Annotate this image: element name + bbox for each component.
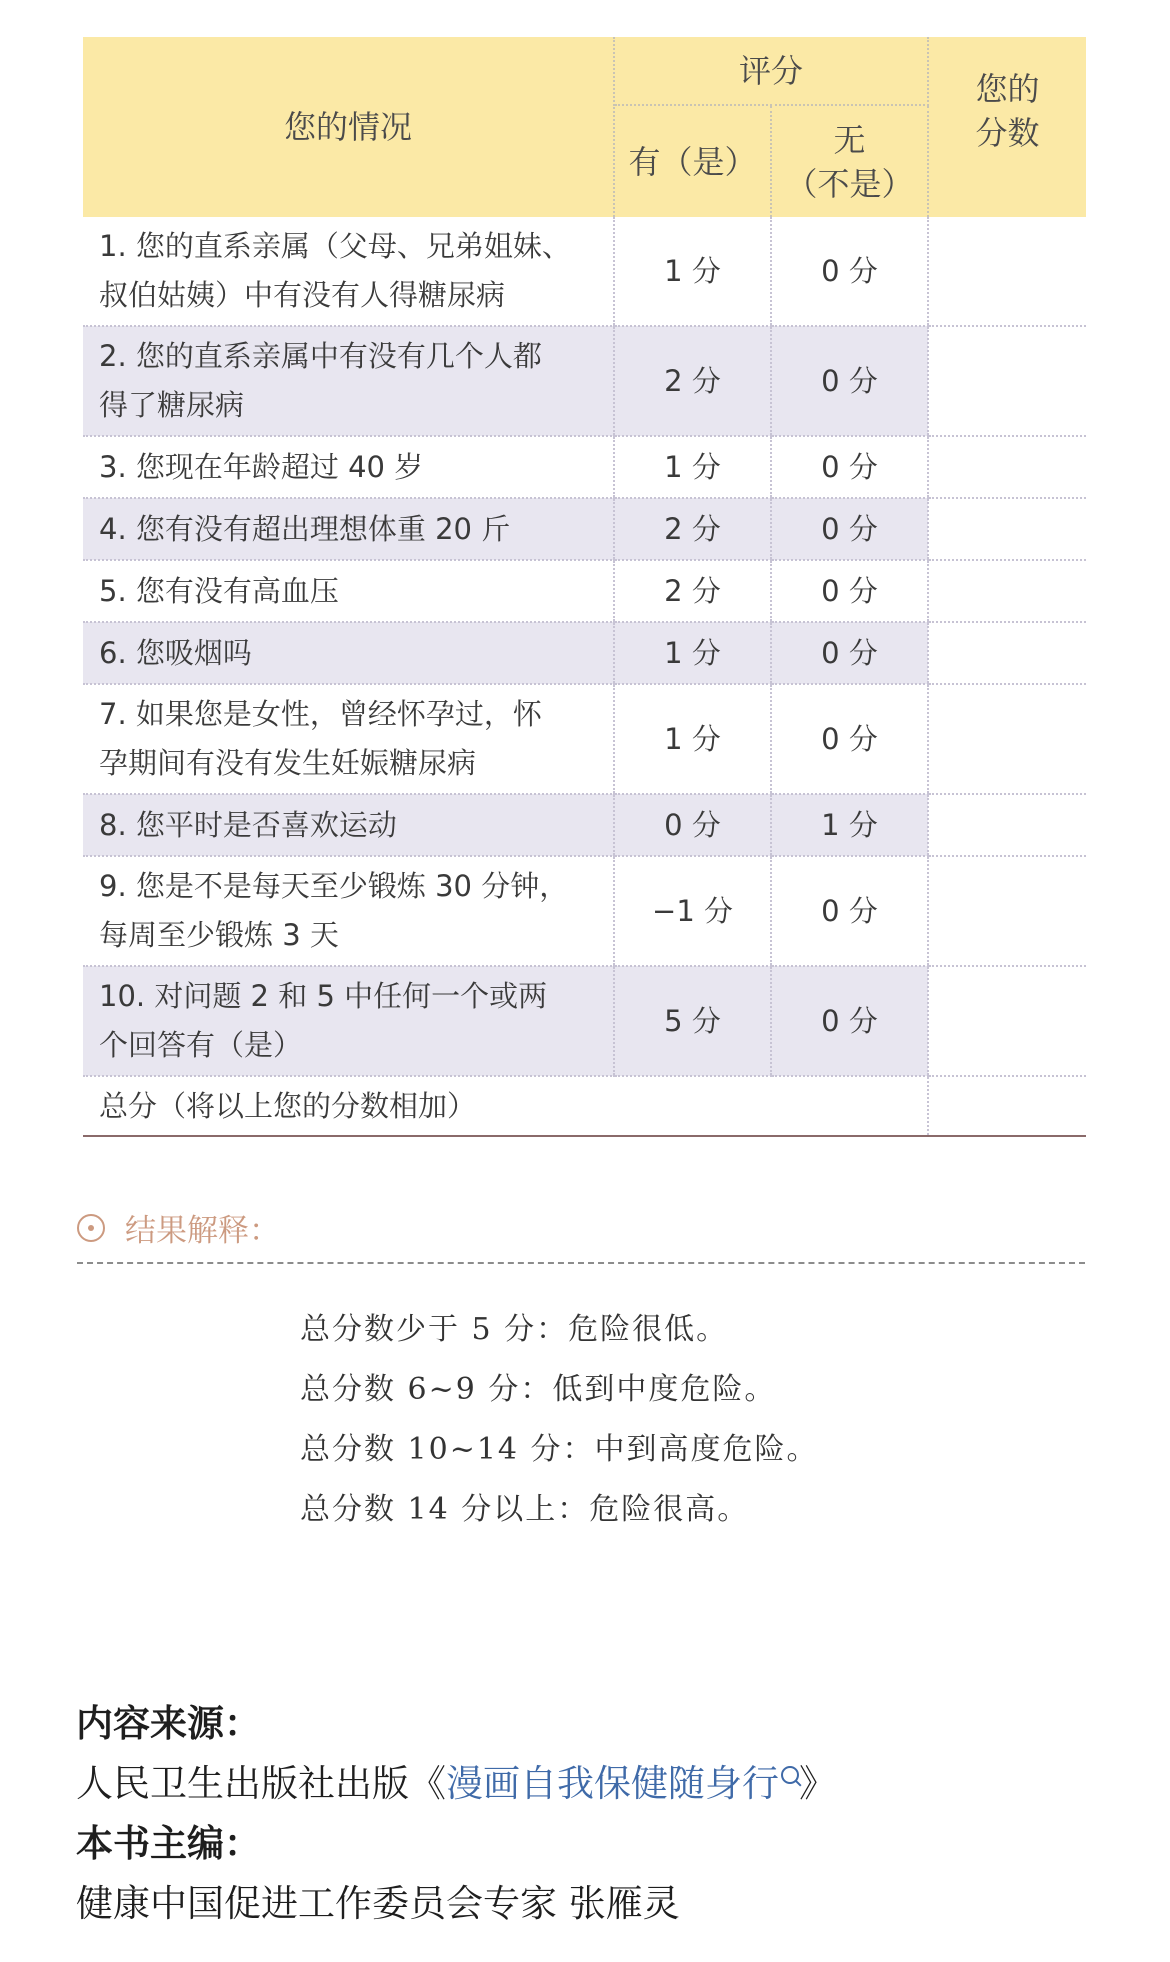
header-situation: 您的情况	[83, 37, 614, 217]
question-cell	[83, 966, 614, 1076]
no-score-cell: 0 分	[771, 217, 928, 326]
your-score-cell[interactable]	[928, 684, 1086, 794]
no-score-cell: 1 分	[771, 794, 928, 856]
question-cell	[83, 436, 614, 498]
question-text: 2. 您的直系亲属中有没有几个人都	[99, 339, 542, 373]
total-empty-cell	[614, 1076, 771, 1136]
table-row	[83, 794, 1086, 856]
total-empty-cell	[771, 1076, 928, 1136]
yes-score-cell: 2 分	[614, 326, 771, 436]
total-row	[83, 1076, 1086, 1136]
no-score-cell: 0 分	[771, 966, 928, 1076]
yes-score-cell: 2 分	[614, 498, 771, 560]
question-text: 叔伯姑姨）中有没有人得糖尿病	[99, 278, 506, 312]
your-score-cell[interactable]	[928, 326, 1086, 436]
question-text: 4. 您有没有超出理想体重 20 斤	[99, 511, 511, 546]
no-score-cell: 0 分	[771, 856, 928, 966]
question-text: 孕期间有没有发生妊娠糖尿病	[99, 746, 477, 780]
result-heading: 结果解释：	[77, 1205, 280, 1250]
your-score-cell[interactable]	[928, 966, 1086, 1076]
question-text: 1. 您的直系亲属（父母、兄弟姐妹、	[99, 229, 571, 263]
no-score-cell: 0 分	[771, 622, 928, 684]
total-score-cell[interactable]	[928, 1076, 1086, 1136]
table-row	[83, 966, 1086, 1076]
question-text: 9. 您是不是每天至少锻炼 30 分钟，	[99, 869, 569, 903]
your-score-cell[interactable]	[928, 856, 1086, 966]
your-score-cell[interactable]	[928, 794, 1086, 856]
table-row	[83, 217, 1086, 326]
question-cell	[83, 684, 614, 794]
question-text: 每周至少锻炼 3 天	[99, 918, 339, 952]
your-score-cell[interactable]	[928, 560, 1086, 622]
search-icon[interactable]	[781, 1766, 799, 1784]
question-text: 5. 您有没有高血压	[99, 573, 339, 608]
question-cell	[83, 217, 614, 326]
header-your-score: 您的 分数	[928, 37, 1086, 217]
no-score-cell: 0 分	[771, 498, 928, 560]
editor-name: 健康中国促进工作委员会专家 张雁灵	[76, 1882, 680, 1925]
your-score-cell[interactable]	[928, 217, 1086, 326]
question-cell	[83, 856, 614, 966]
table-row	[83, 684, 1086, 794]
result-line: 总分数 14 分以上：危险很高。	[300, 1492, 750, 1527]
yes-score-cell: −1 分	[614, 856, 771, 966]
risk-score-table	[83, 37, 1086, 1137]
table-row	[83, 560, 1086, 622]
yes-score-cell: 1 分	[614, 436, 771, 498]
yes-score-cell: 5 分	[614, 966, 771, 1076]
table-row	[83, 622, 1086, 684]
no-score-cell: 0 分	[771, 560, 928, 622]
book-link[interactable]: 漫画自我保健随身行	[446, 1762, 799, 1805]
header-no: 无 （不是）	[771, 105, 928, 217]
source-line: 人民卫生出版社出版《漫画自我保健随身行 》	[76, 1762, 836, 1805]
question-text: 10. 对问题 2 和 5 中任何一个或两	[99, 979, 548, 1013]
question-cell	[83, 560, 614, 622]
yes-score-cell: 1 分	[614, 684, 771, 794]
table-row	[83, 498, 1086, 560]
yes-score-cell: 1 分	[614, 622, 771, 684]
question-text: 7. 如果您是女性，曾经怀孕过，怀	[99, 697, 542, 731]
result-line: 总分数少于 5 分：危险很低。	[300, 1312, 729, 1347]
table-row	[83, 436, 1086, 498]
editor-label: 本书主编：	[76, 1822, 261, 1865]
table-row	[83, 856, 1086, 966]
source-label: 内容来源：	[76, 1702, 261, 1745]
your-score-cell[interactable]	[928, 622, 1086, 684]
your-score-cell[interactable]	[928, 498, 1086, 560]
question-cell	[83, 498, 614, 560]
question-text: 6. 您吸烟吗	[99, 635, 252, 670]
header-yes: 有（是）	[614, 105, 771, 217]
yes-score-cell: 2 分	[614, 560, 771, 622]
question-cell	[83, 622, 614, 684]
dashed-divider	[77, 1262, 1085, 1264]
question-text: 8. 您平时是否喜欢运动	[99, 807, 397, 842]
no-score-cell: 0 分	[771, 326, 928, 436]
question-text: 3. 您现在年龄超过 40 岁	[99, 449, 424, 484]
your-score-cell[interactable]	[928, 436, 1086, 498]
table-row	[83, 326, 1086, 436]
header-score: 评分	[614, 37, 928, 105]
result-line: 总分数 10~14 分：中到高度危险。	[300, 1432, 819, 1467]
yes-score-cell: 0 分	[614, 794, 771, 856]
yes-score-cell: 1 分	[614, 217, 771, 326]
result-line: 总分数 6~9 分：低到中度危险。	[300, 1372, 777, 1407]
question-cell	[83, 326, 614, 436]
question-text: 个回答有（是）	[99, 1028, 303, 1062]
question-text: 得了糖尿病	[99, 388, 245, 422]
question-cell	[83, 794, 614, 856]
total-label: 总分（将以上您的分数相加）	[83, 1076, 614, 1136]
target-icon	[77, 1214, 105, 1242]
result-list	[300, 1300, 819, 1540]
no-score-cell: 0 分	[771, 684, 928, 794]
no-score-cell: 0 分	[771, 436, 928, 498]
